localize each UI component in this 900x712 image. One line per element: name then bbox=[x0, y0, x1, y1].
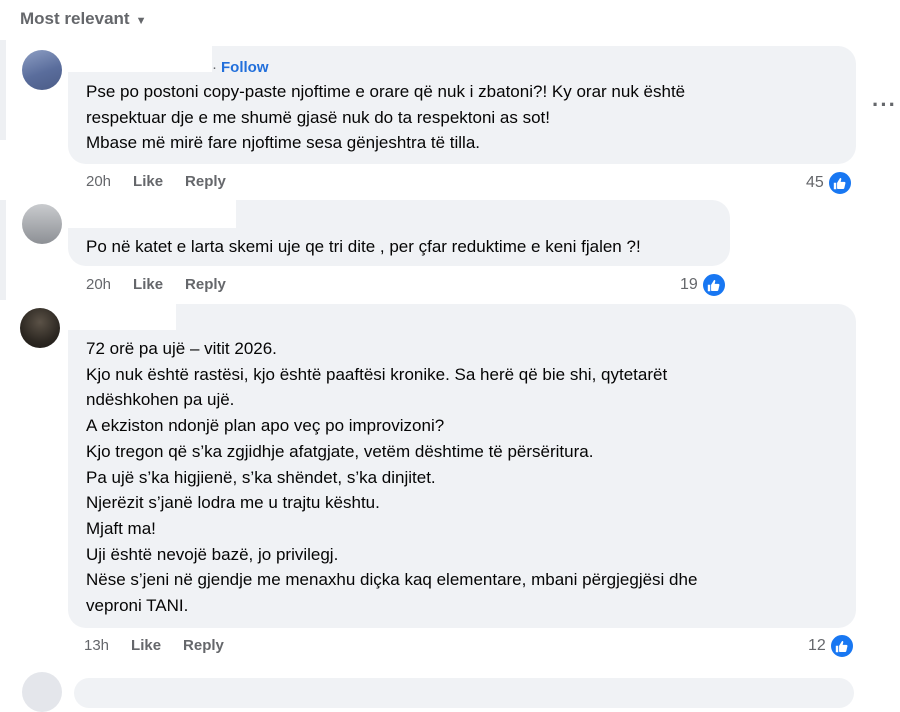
reaction-count-value: 12 bbox=[808, 637, 826, 654]
avatar[interactable] bbox=[22, 50, 62, 90]
timestamp[interactable]: 20h bbox=[86, 173, 112, 190]
like-button[interactable]: Like bbox=[133, 276, 164, 293]
reaction-count[interactable] bbox=[808, 633, 855, 659]
more-options-icon[interactable]: ··· bbox=[872, 92, 897, 117]
redacted-author-name bbox=[68, 44, 212, 72]
follow-row: · Follow bbox=[212, 59, 269, 76]
comment-text: Pse po postoni copy-paste njoftime e orare që nuk i zbatoni?! Ky orar nuk është respektuar dje e me shumë gjasë nuk do ta respektoni as sot! Mbase më mirë fare njoftime sesa gënjeshtra të tilla. bbox=[86, 82, 686, 153]
like-button[interactable]: Like bbox=[133, 173, 164, 190]
chevron-down-icon: ▼ bbox=[135, 14, 147, 27]
sort-label: Most relevant bbox=[20, 9, 130, 28]
redacted-author-name bbox=[66, 302, 176, 330]
comment-text: 72 orë pa ujë – vitit 2026. Kjo nuk është rastësi, kjo është paaftësi kronike. Sa herë që bie shi, qytetarët ndëshkohen pa ujë. A ekziston ndonjë plan apo veç po improvizoni? Kjo tregon që s’ka zgjidhje afatgjate, vetëm dështime të përsëritura. Pa ujë s’ka higjienë, s’ka shëndet, s’ka dinjitet. Njerëzit s’janë lodra me u trajtu kështu. Mjaft ma! Uji është nevojë bazë, jo privilegj. Nëse s’jeni në gjendje me menaxhu diçka kaq elementare, mbani përgjegjësi dhe veproni TANI. bbox=[86, 339, 698, 616]
reply-button[interactable]: Reply bbox=[185, 173, 226, 190]
reaction-count[interactable] bbox=[680, 272, 727, 298]
follow-button[interactable]: Follow bbox=[221, 59, 269, 76]
page-edge bbox=[0, 200, 6, 300]
comment-bubble bbox=[68, 304, 856, 628]
comment-actions bbox=[86, 173, 226, 190]
timestamp[interactable]: 20h bbox=[86, 276, 112, 293]
sort-dropdown[interactable] bbox=[20, 6, 146, 32]
reply-button[interactable]: Reply bbox=[183, 637, 224, 654]
avatar[interactable] bbox=[22, 204, 62, 244]
reaction-count-value: 19 bbox=[680, 276, 698, 293]
comment-actions bbox=[86, 276, 226, 293]
thumbs-up-icon bbox=[827, 170, 853, 196]
thumbs-up-icon bbox=[701, 272, 727, 298]
avatar[interactable] bbox=[22, 672, 62, 712]
page-edge bbox=[0, 40, 6, 140]
reaction-count[interactable] bbox=[806, 170, 853, 196]
timestamp[interactable]: 13h bbox=[84, 637, 110, 654]
redacted-author-name bbox=[66, 198, 236, 228]
reaction-count-value: 45 bbox=[806, 174, 824, 191]
reply-button[interactable]: Reply bbox=[185, 276, 226, 293]
avatar[interactable] bbox=[20, 308, 60, 348]
thumbs-up-icon bbox=[829, 633, 855, 659]
comment-text: Po në katet e larta skemi uje qe tri dite , per çfar reduktime e keni fjalen ?! bbox=[86, 237, 641, 256]
like-button[interactable]: Like bbox=[131, 637, 162, 654]
comment-actions bbox=[84, 637, 224, 654]
